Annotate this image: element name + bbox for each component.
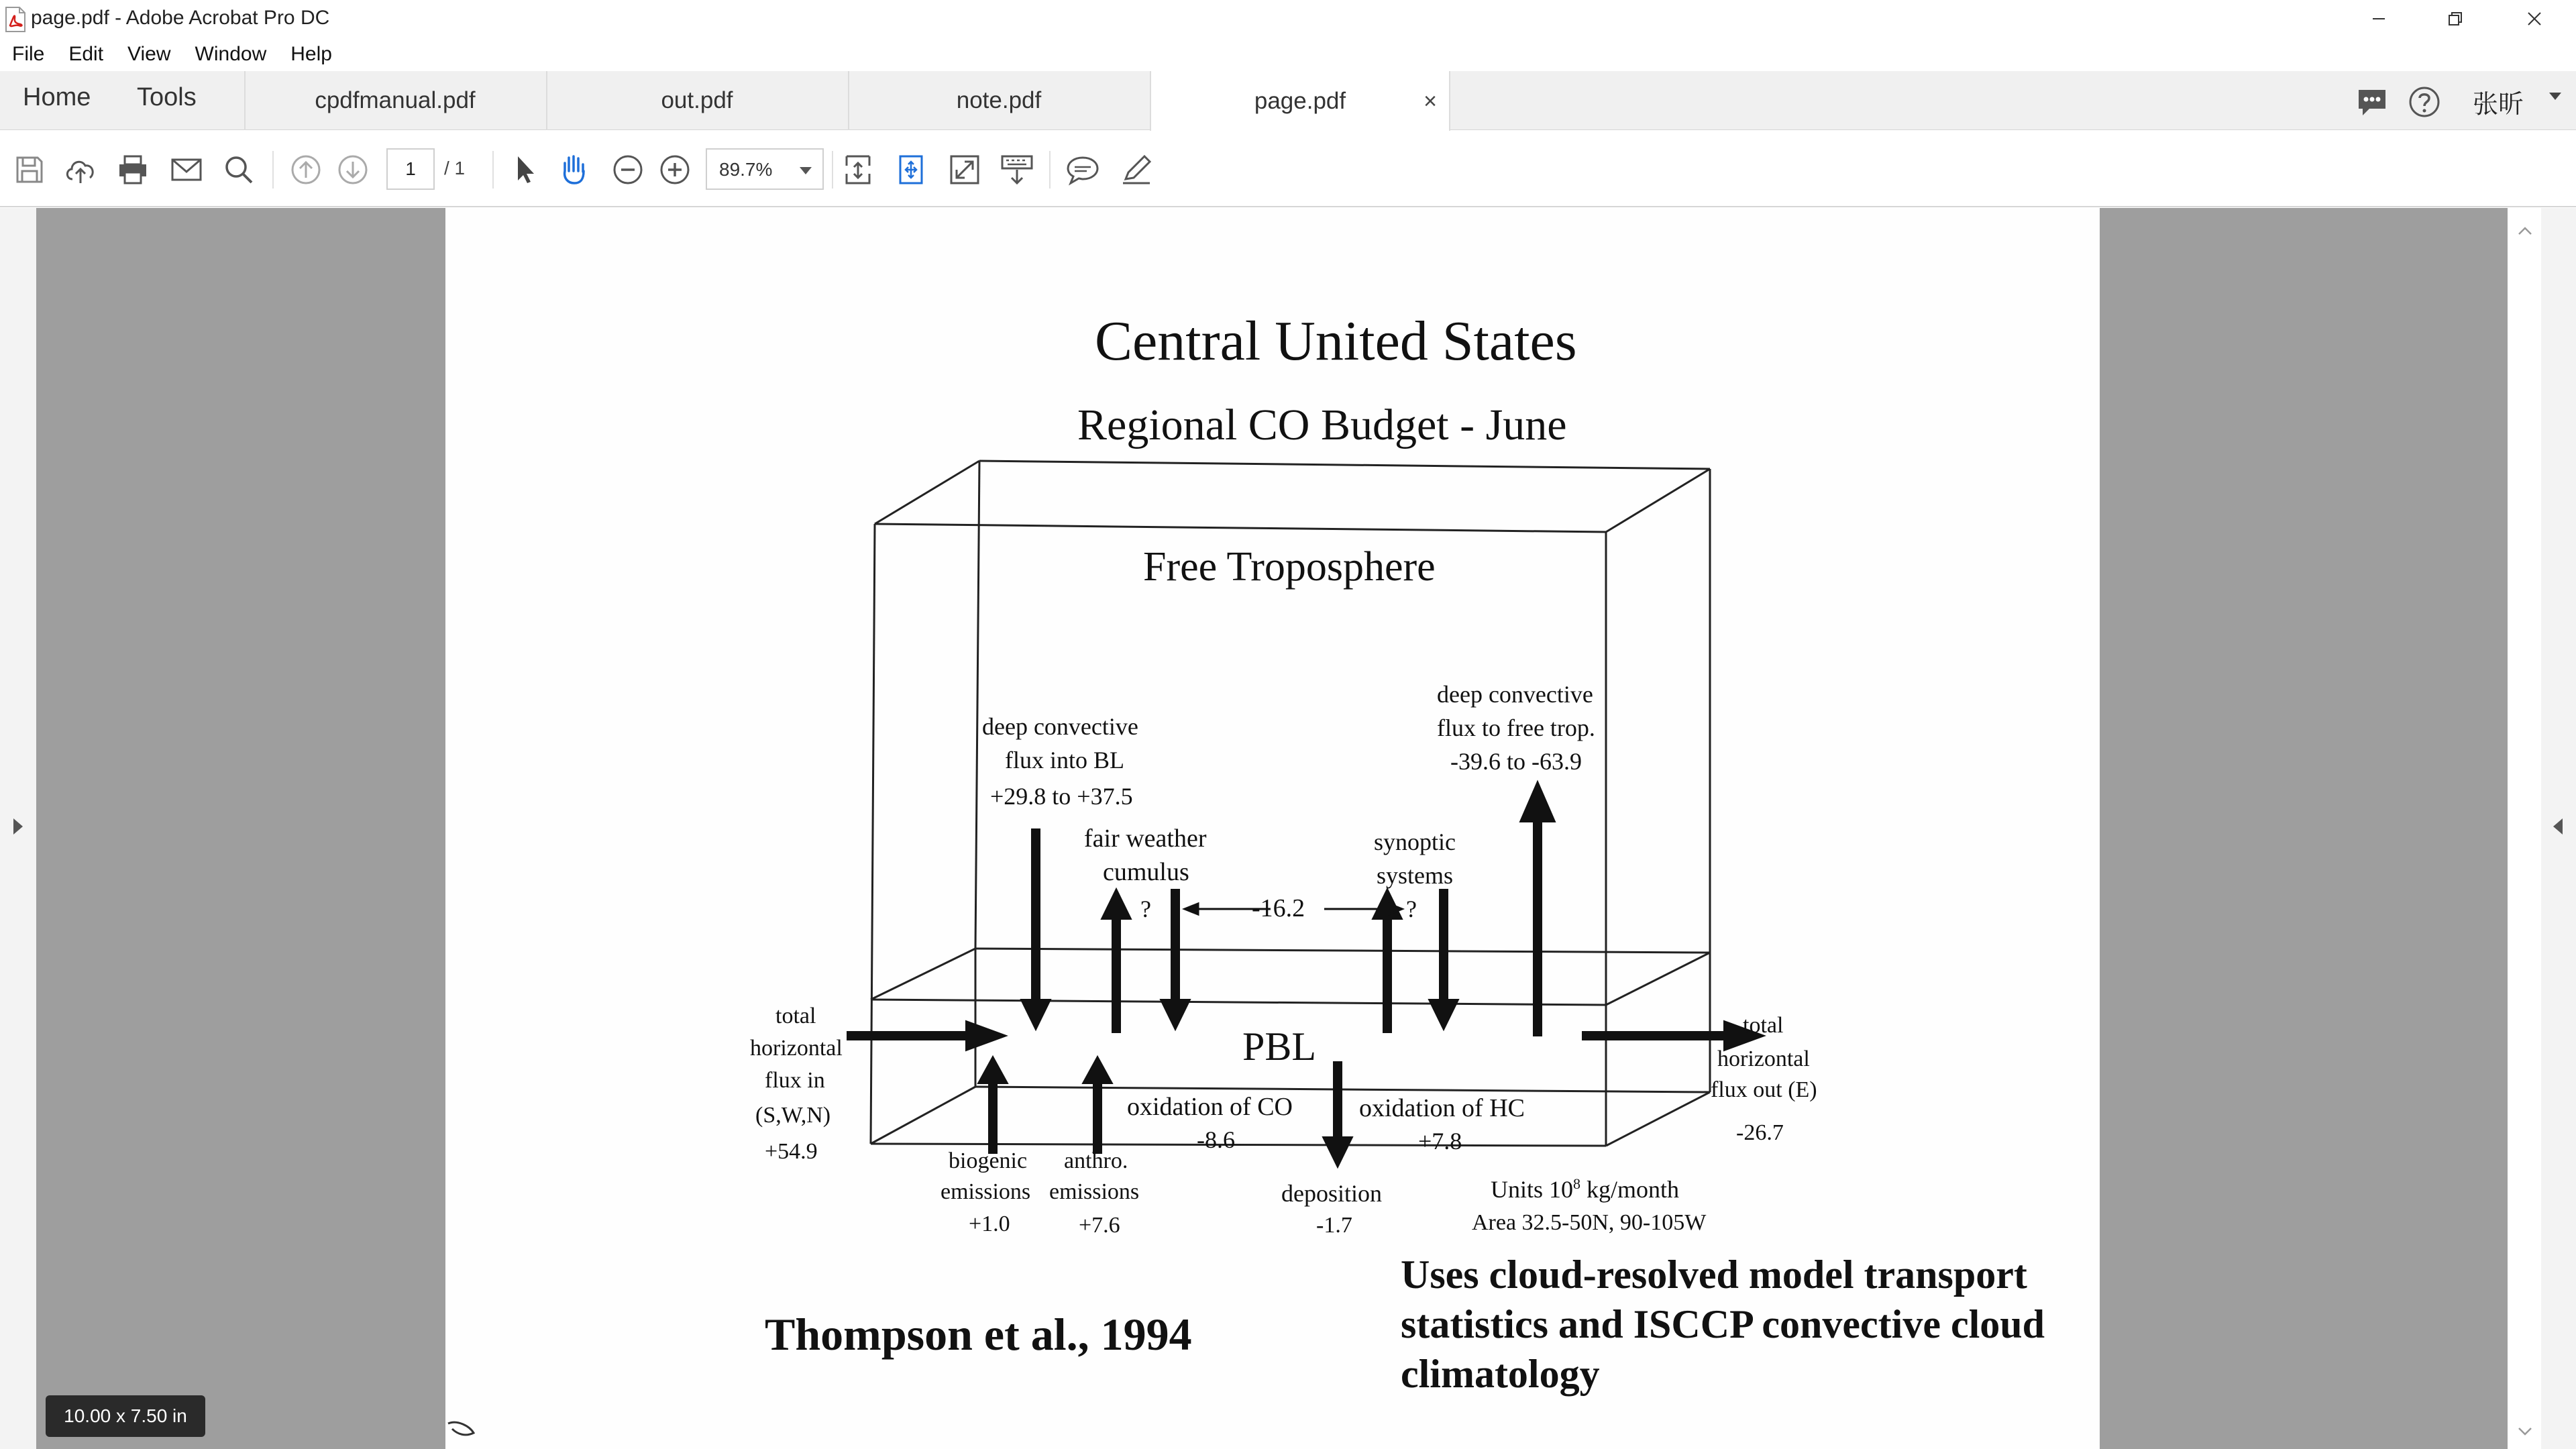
anthro-value: +7.6 [1079, 1213, 1120, 1238]
canvas-background [36, 208, 445, 1449]
comment-share-icon[interactable] [2355, 85, 2390, 119]
restore-button[interactable] [2428, 4, 2482, 34]
comment-button[interactable] [1063, 150, 1103, 190]
anthro-label-2: emissions [1049, 1179, 1140, 1204]
oxidation-co-label: oxidation of CO [1127, 1093, 1293, 1121]
expand-icon [946, 151, 983, 189]
previous-page-button[interactable] [286, 150, 326, 190]
doc-tab-label: out.pdf [661, 87, 733, 113]
fair-weather-question: ? [1140, 896, 1151, 922]
flux-out-label-2: horizontal [1717, 1046, 1810, 1071]
keyboard-button[interactable] [997, 150, 1037, 190]
toolbar-separator [492, 151, 494, 189]
flux-in-label-2: horizontal [750, 1036, 843, 1061]
note-line-1: Uses cloud-resolved model transport [1401, 1252, 2027, 1297]
hand-tool-button[interactable] [554, 150, 594, 190]
find-button[interactable] [219, 150, 259, 190]
flux-out-label-3: flux out (E) [1711, 1077, 1817, 1102]
window-title: page.pdf - Adobe Acrobat Pro DC [31, 7, 330, 29]
vertical-scrollbar[interactable] [2508, 208, 2541, 1449]
pbl-label: PBL [1242, 1024, 1317, 1069]
tab-tools[interactable]: Tools [137, 83, 197, 111]
units-label [1491, 1175, 1679, 1203]
units-exponent: 8 [1573, 1175, 1581, 1192]
flux-out-value: -26.7 [1736, 1120, 1784, 1145]
doc-tab-label: page.pdf [1254, 88, 1346, 114]
title-bar [0, 0, 2576, 38]
zoom-in-button[interactable] [655, 150, 695, 190]
upload-cloud-button[interactable] [60, 150, 101, 190]
flux-in-value: +54.9 [765, 1139, 818, 1164]
page-corner-mark-icon [445, 1414, 478, 1441]
biogenic-label-2: emissions [941, 1179, 1031, 1204]
flux-in-label-4: (S,W,N) [755, 1103, 831, 1128]
expand-right-icon [2553, 818, 2563, 835]
tab-close-button[interactable]: × [1424, 89, 1437, 114]
cursor-arrow-icon [506, 151, 543, 189]
arrow-down-circle-icon [334, 151, 372, 189]
menu-window[interactable]: Window [195, 43, 267, 65]
oxidation-co-value: -8.6 [1197, 1126, 1235, 1153]
speech-bubble-icon [1064, 151, 1102, 189]
fit-page-button[interactable] [891, 150, 931, 190]
toolbar-separator [832, 151, 833, 189]
hand-icon [555, 151, 593, 189]
select-tool-button[interactable] [504, 150, 545, 190]
units-text-b: kg/month [1580, 1176, 1680, 1203]
scroll-mode-button[interactable] [839, 150, 879, 190]
deep-conv-in-value: +29.8 to +37.5 [990, 783, 1133, 810]
oxidation-hc-label: oxidation of HC [1359, 1094, 1525, 1122]
close-icon [2526, 10, 2543, 28]
mail-icon [168, 151, 205, 189]
page-total: / 1 [444, 158, 466, 178]
tab-home[interactable]: Home [23, 83, 91, 111]
scroll-up-icon[interactable] [2517, 225, 2533, 236]
deep-conv-in-label-2: flux into BL [1005, 747, 1124, 773]
pdf-page [445, 208, 2100, 1449]
doc-tab-note[interactable] [848, 71, 1148, 130]
synoptic-label-2: systems [1377, 862, 1454, 889]
deep-conv-out-label-2: flux to free trop. [1437, 714, 1595, 741]
toolbar-separator [1049, 151, 1051, 189]
oxidation-hc-value: +7.8 [1418, 1128, 1462, 1155]
zoom-out-icon [609, 151, 647, 189]
biogenic-value: +1.0 [969, 1212, 1010, 1236]
flux-out-label-1: total [1743, 1013, 1784, 1038]
page-number-input[interactable]: 1 [386, 148, 435, 190]
units-text: Units 10 [1491, 1176, 1574, 1203]
fair-weather-label-1: fair weather [1084, 824, 1207, 853]
minimize-icon [2370, 10, 2387, 28]
doc-tab-label: note.pdf [956, 87, 1042, 113]
flux-in-label-3: flux in [765, 1068, 825, 1093]
restore-icon [2447, 10, 2464, 28]
doc-tab-label: cpdfmanual.pdf [315, 87, 476, 113]
synoptic-label-1: synoptic [1374, 828, 1456, 855]
deposition-value: -1.7 [1316, 1213, 1352, 1238]
arrow-up-circle-icon [287, 151, 325, 189]
document-title: Central United States [1095, 310, 1577, 372]
pen-icon [1118, 151, 1155, 189]
free-troposphere-label: Free Troposphere [1143, 544, 1436, 590]
menu-file[interactable]: File [12, 43, 45, 65]
deep-conv-in-label-1: deep convective [982, 713, 1138, 740]
menu-help[interactable]: Help [290, 43, 332, 65]
note-line-3: climatology [1401, 1352, 1600, 1396]
document-workspace [0, 208, 2576, 1449]
menu-bar [0, 38, 2576, 71]
deposition-label: deposition [1281, 1180, 1382, 1207]
print-icon [114, 151, 152, 189]
deep-conv-out-value: -39.6 to -63.9 [1450, 748, 1582, 775]
print-button[interactable] [113, 150, 153, 190]
minimize-button[interactable] [2352, 4, 2406, 34]
fit-page-icon [892, 151, 930, 189]
keyboard-download-icon [998, 151, 1036, 189]
chevron-down-icon [800, 167, 812, 174]
deep-conv-out-label-1: deep convective [1437, 681, 1593, 708]
toolbar-separator [272, 151, 274, 189]
left-panel-toggle[interactable] [0, 208, 36, 1449]
flux-in-label-1: total [775, 1004, 816, 1028]
page-scroll-icon [840, 151, 877, 189]
menu-edit[interactable]: Edit [68, 43, 104, 65]
user-menu-caret-icon[interactable] [2549, 93, 2561, 100]
exchange-value: -16.2 [1252, 894, 1305, 922]
fair-weather-label-2: cumulus [1103, 858, 1189, 886]
full-screen-button[interactable] [945, 150, 985, 190]
expand-left-icon [13, 818, 23, 835]
doc-tab-cpdfmanual[interactable] [244, 71, 545, 130]
right-panel-toggle[interactable] [2541, 208, 2576, 1449]
zoom-value: 89.7% [719, 159, 773, 180]
save-button[interactable] [9, 150, 50, 190]
save-icon [11, 151, 48, 189]
figure-heading: Regional CO Budget - June [1077, 400, 1567, 449]
synoptic-question: ? [1406, 896, 1417, 922]
tab-bar [0, 71, 2576, 130]
scroll-down-icon[interactable] [2517, 1426, 2533, 1437]
zoom-in-icon [656, 151, 694, 189]
note-line-2: statistics and ISCCP convective cloud [1401, 1302, 2045, 1346]
highlight-button[interactable] [1116, 150, 1157, 190]
canvas-background [2100, 208, 2508, 1449]
anthro-label-1: anthro. [1064, 1148, 1128, 1173]
biogenic-label-1: biogenic [949, 1148, 1028, 1173]
email-button[interactable] [166, 150, 207, 190]
acrobat-pdf-icon [4, 7, 27, 32]
doc-tab-out[interactable] [546, 71, 847, 130]
area-label: Area 32.5-50N, 90-105W [1472, 1210, 1707, 1235]
next-page-button[interactable] [333, 150, 373, 190]
user-name[interactable]: 张昕 [2473, 91, 2524, 119]
page-size-badge: 10.00 x 7.50 in [46, 1395, 205, 1437]
zoom-out-button[interactable] [608, 150, 648, 190]
close-window-button[interactable] [2508, 4, 2561, 34]
search-icon [220, 151, 258, 189]
doc-tab-page[interactable] [1150, 71, 1450, 131]
cloud-upload-icon [62, 151, 99, 189]
zoom-level-select[interactable] [706, 148, 824, 190]
help-icon[interactable] [2407, 85, 2442, 119]
toolbar [0, 131, 2576, 207]
citation: Thompson et al., 1994 [765, 1309, 1192, 1360]
menu-view[interactable]: View [127, 43, 171, 65]
